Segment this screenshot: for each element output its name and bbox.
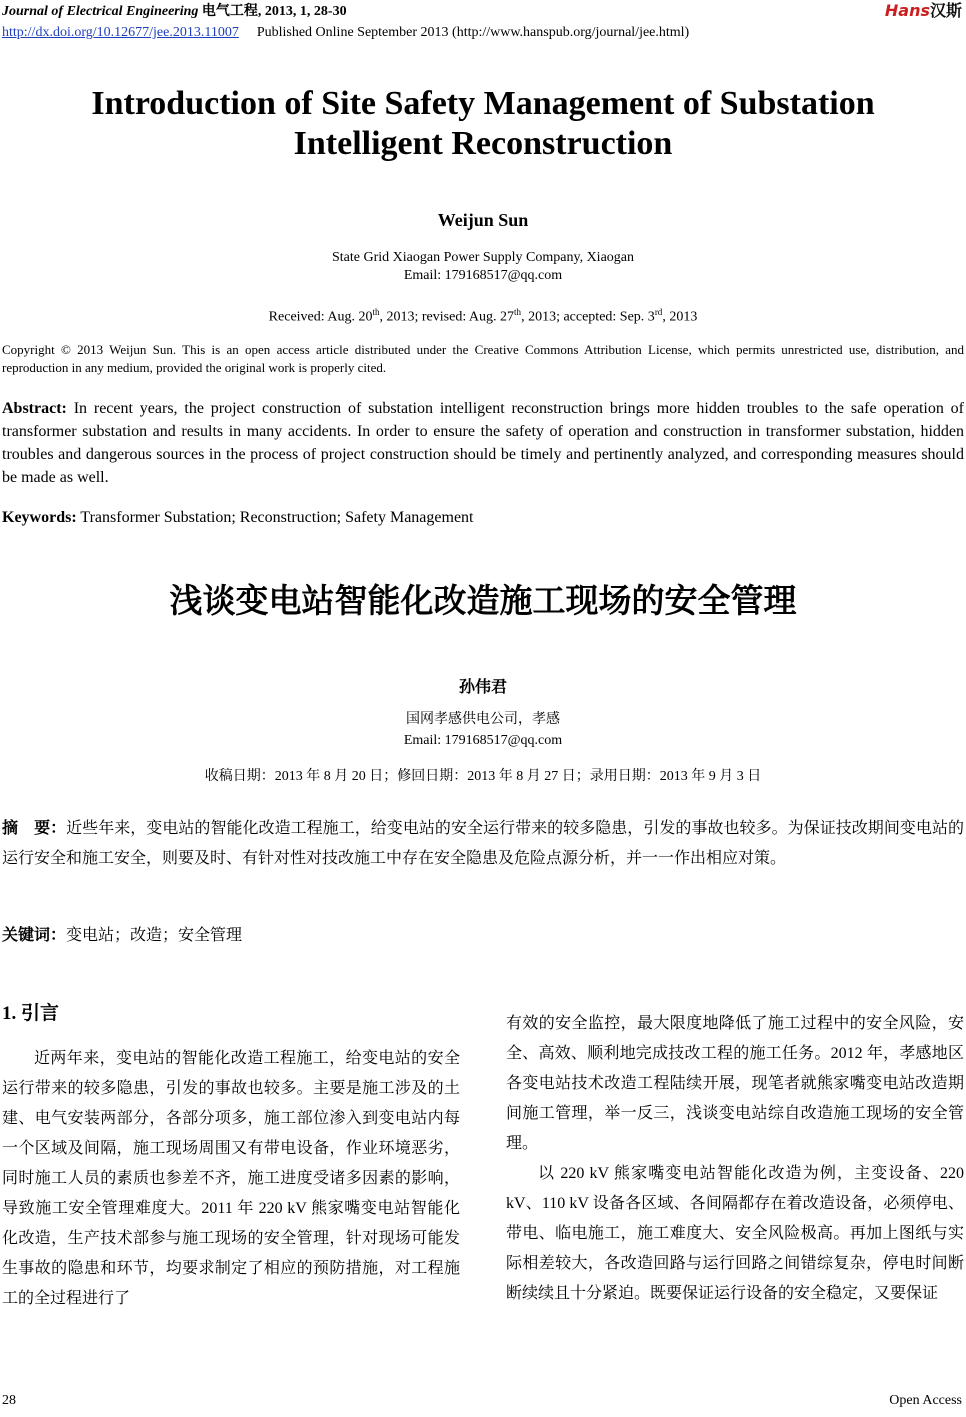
chinese-affiliation: 国网孝感供电公司，孝感 [406, 712, 560, 727]
right-column [506, 1009, 964, 1309]
english-title-line2: Intelligent Reconstruction [293, 125, 673, 162]
abstract-text: In recent years, the project construction of substation intelligent reconstruction brings more hidden troubles to the safe operation of transformer substation and results in many accidents. In order to ensure the safety of operation and construction in transformer substation, hidden troubles and dangerous sources in the process of project construction should be timely and pertinently analyzed, and corresponding measures should be made as well. [2, 400, 965, 486]
published-online: Published Online September 2013 (http://www.hanspub.org/journal/jee.html) [256, 25, 690, 40]
english-title-line1: Introduction of Site Safety Management of Substation [91, 85, 875, 122]
chinese-keywords [2, 922, 964, 949]
chinese-title: 浅谈变电站智能化改造施工现场的安全管理 [169, 581, 797, 620]
abstract-label: Abstract: [2, 400, 67, 417]
chinese-abstract-text: 近些年来，变电站的智能化改造工程施工，给变电站的安全运行带来的较多隐患，引发的事故也较多。为保证技改期间变电站的运行安全和施工安全，则要及时、有针对性对技改施工中存在安全隐患及危险点源分析，并一一作出相应对策。 [2, 820, 964, 867]
section-title: 引言 [21, 1002, 60, 1024]
hans-logo [885, 2, 962, 20]
english-title [20, 84, 946, 164]
open-access-label: Open Access [889, 1393, 962, 1408]
accepted-year: , 2013 [662, 309, 698, 325]
chinese-author: 孙伟君 [458, 677, 507, 696]
right-column-paragraph-1: 有效的安全监控，最大限度地降低了施工过程中的安全风险，安全、高效、顺利地完成技改工程的施工任务。2012 年，孝感地区各变电站技术改造工程陆续开展，现笔者就熊家嘴变电站改造期间施工管理，举一反三，浅谈变电站综自改造施工现场的安全管理。 [506, 1015, 964, 1152]
doi-link[interactable]: http://dx.doi.org/10.12677/jee.2013.11007 [2, 25, 239, 40]
received-sup: th [372, 307, 380, 317]
accepted-text: , 2013; accepted: Sep. 3 [521, 309, 655, 325]
chinese-email: Email: 179168517@qq.com [403, 733, 563, 748]
journal-name-cn: 电气工程 [201, 4, 258, 19]
keywords-label: Keywords: [2, 509, 77, 526]
copyright-notice: Copyright © 2013 Weijun Sun. This is an open access article distributed under the Creative Commons Attribution License, which permits unrestricted use, distribution, and reproduction in any medium, provided the original work is properly cited. [2, 342, 964, 375]
journal-name: Journal of Electrical Engineering [2, 4, 199, 19]
logo-cn: 汉斯 [929, 1, 962, 20]
left-column-paragraph: 近两年来，变电站的智能化改造工程施工，给变电站的安全运行带来的较多隐患，引发的事故也较多。主要是施工涉及的土建、电气安装两部分，各部分项多，施工部位渗入到变电站内每一个区域及间隔，施工现场周围又有带电设备，作业环境恶劣，同时施工人员的素质也参差不齐，施工进度受诸多因素的影响，导致施工安全管理难度大。2011 年 220 kV 熊家嘴变电站智能化化改造，生产技术部参与施工现场的安全管理，针对现场可能发生事故的隐患和环节，均要求制定了相应的预防措施，对工程施工的全过程进行了 [2, 1050, 460, 1307]
english-abstract [2, 397, 964, 489]
doi-line [2, 25, 689, 41]
page-number: 28 [2, 1393, 16, 1408]
accepted-sup: rd [654, 307, 663, 317]
received-dates [0, 304, 966, 326]
section-number: 1. [2, 1003, 17, 1024]
chinese-dates: 收稿日期：2013 年 8 月 20 日；修回日期：2013 年 8 月 27 日；录用日期：2013 年 9 月 3 日 [204, 769, 762, 784]
chinese-abstract [2, 813, 964, 874]
journal-header [2, 4, 347, 20]
english-email: Email: 179168517@qq.com [403, 268, 563, 283]
english-affiliation: State Grid Xiaogan Power Supply Company, Xiaogan [332, 250, 634, 265]
english-author: Weijun Sun [437, 210, 529, 230]
section-heading [2, 1000, 59, 1027]
chinese-keywords-text: 变电站；改造；安全管理 [66, 927, 243, 944]
received-text: Received: Aug. 20 [268, 309, 373, 325]
logo-latin: Hans [884, 1, 930, 20]
journal-issue: , 2013, 1, 28-30 [257, 4, 347, 19]
chinese-abstract-label: 摘 要： [2, 818, 67, 837]
english-keywords [2, 507, 964, 529]
chinese-keywords-label: 关键词： [2, 925, 67, 944]
right-column-paragraph-2: 以 220 kV 熊家嘴变电站智能化改造为例，主变设备、220 kV、110 kV 设备各区域、各间隔都存在着改造设备，必须停电、带电、临电施工，施工难度大、安全风险极高。再加上图纸与实际相差较大，各改造回路与运行回路之间错综复杂，停电时间断断续续且十分紧迫。既要保证运行设备的安全稳定，又要保证 [506, 1165, 964, 1302]
keywords-text: Transformer Substation; Reconstruction; Safety Management [80, 509, 474, 526]
revised-sup: th [514, 307, 522, 317]
revised-text: , 2013; revised: Aug. 27 [379, 309, 515, 325]
